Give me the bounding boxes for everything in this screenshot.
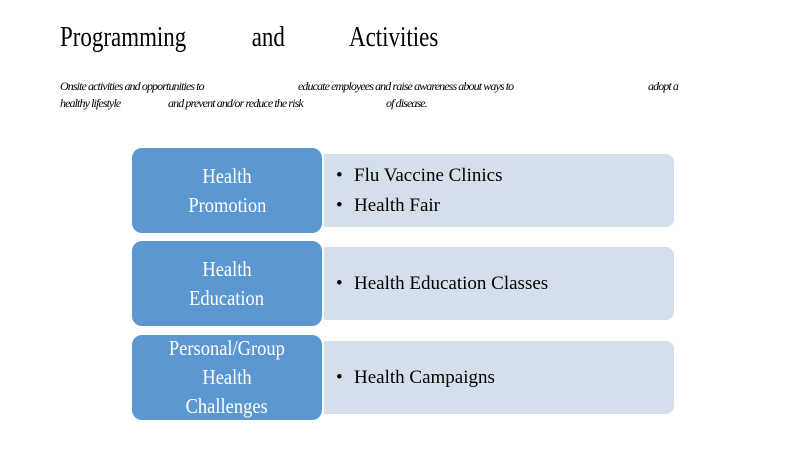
bullet-item	[336, 363, 495, 393]
row-label-line: Health	[202, 163, 252, 188]
row-label-line: Health	[202, 365, 252, 389]
row-content-box	[318, 247, 674, 320]
subtitle-text: healthy lifestyle	[60, 96, 121, 110]
row-content-box	[318, 154, 674, 227]
subtitle-text: of disease.	[386, 96, 427, 110]
subtitle-text: and prevent and/or reduce the risk	[168, 96, 303, 110]
bullet-list	[336, 154, 502, 227]
bullet-text: Health Education Classes	[354, 272, 549, 294]
bullet-item	[336, 191, 502, 221]
row-label-box	[130, 146, 324, 235]
bullet-item	[336, 269, 548, 299]
bullet-text: Health Campaigns	[354, 366, 495, 388]
row-label-box	[130, 239, 324, 328]
subtitle-text: adopt a	[648, 79, 679, 93]
row-label-line: Education	[189, 285, 265, 310]
row-label-line: Promotion	[187, 192, 267, 217]
program-row-health-promotion	[130, 146, 674, 235]
subtitle-text: educate employees and raise awareness about ways to	[298, 79, 514, 93]
program-row-health-challenges	[130, 333, 674, 422]
subtitle-text: Onsite activities and opportunities to	[60, 79, 204, 93]
row-content-box	[318, 341, 674, 414]
row-label-line: Health	[202, 256, 252, 281]
row-label-box	[130, 333, 324, 422]
bullet-text: Health Fair	[354, 194, 441, 216]
row-label-line: Personal/Group	[168, 336, 285, 360]
bullet-text: Flu Vaccine Clinics	[354, 164, 503, 186]
row-label-line: Challenges	[185, 394, 269, 418]
bullet-list	[336, 247, 548, 320]
bullet-dot-icon: •	[336, 272, 343, 294]
bullet-list	[336, 341, 495, 414]
program-row-health-education	[130, 239, 674, 328]
bullet-dot-icon: •	[336, 366, 343, 388]
bullet-dot-icon: •	[336, 164, 343, 186]
slide-title: Programming and Activities	[60, 22, 439, 53]
bullet-dot-icon: •	[336, 194, 343, 216]
bullet-item	[336, 161, 502, 191]
